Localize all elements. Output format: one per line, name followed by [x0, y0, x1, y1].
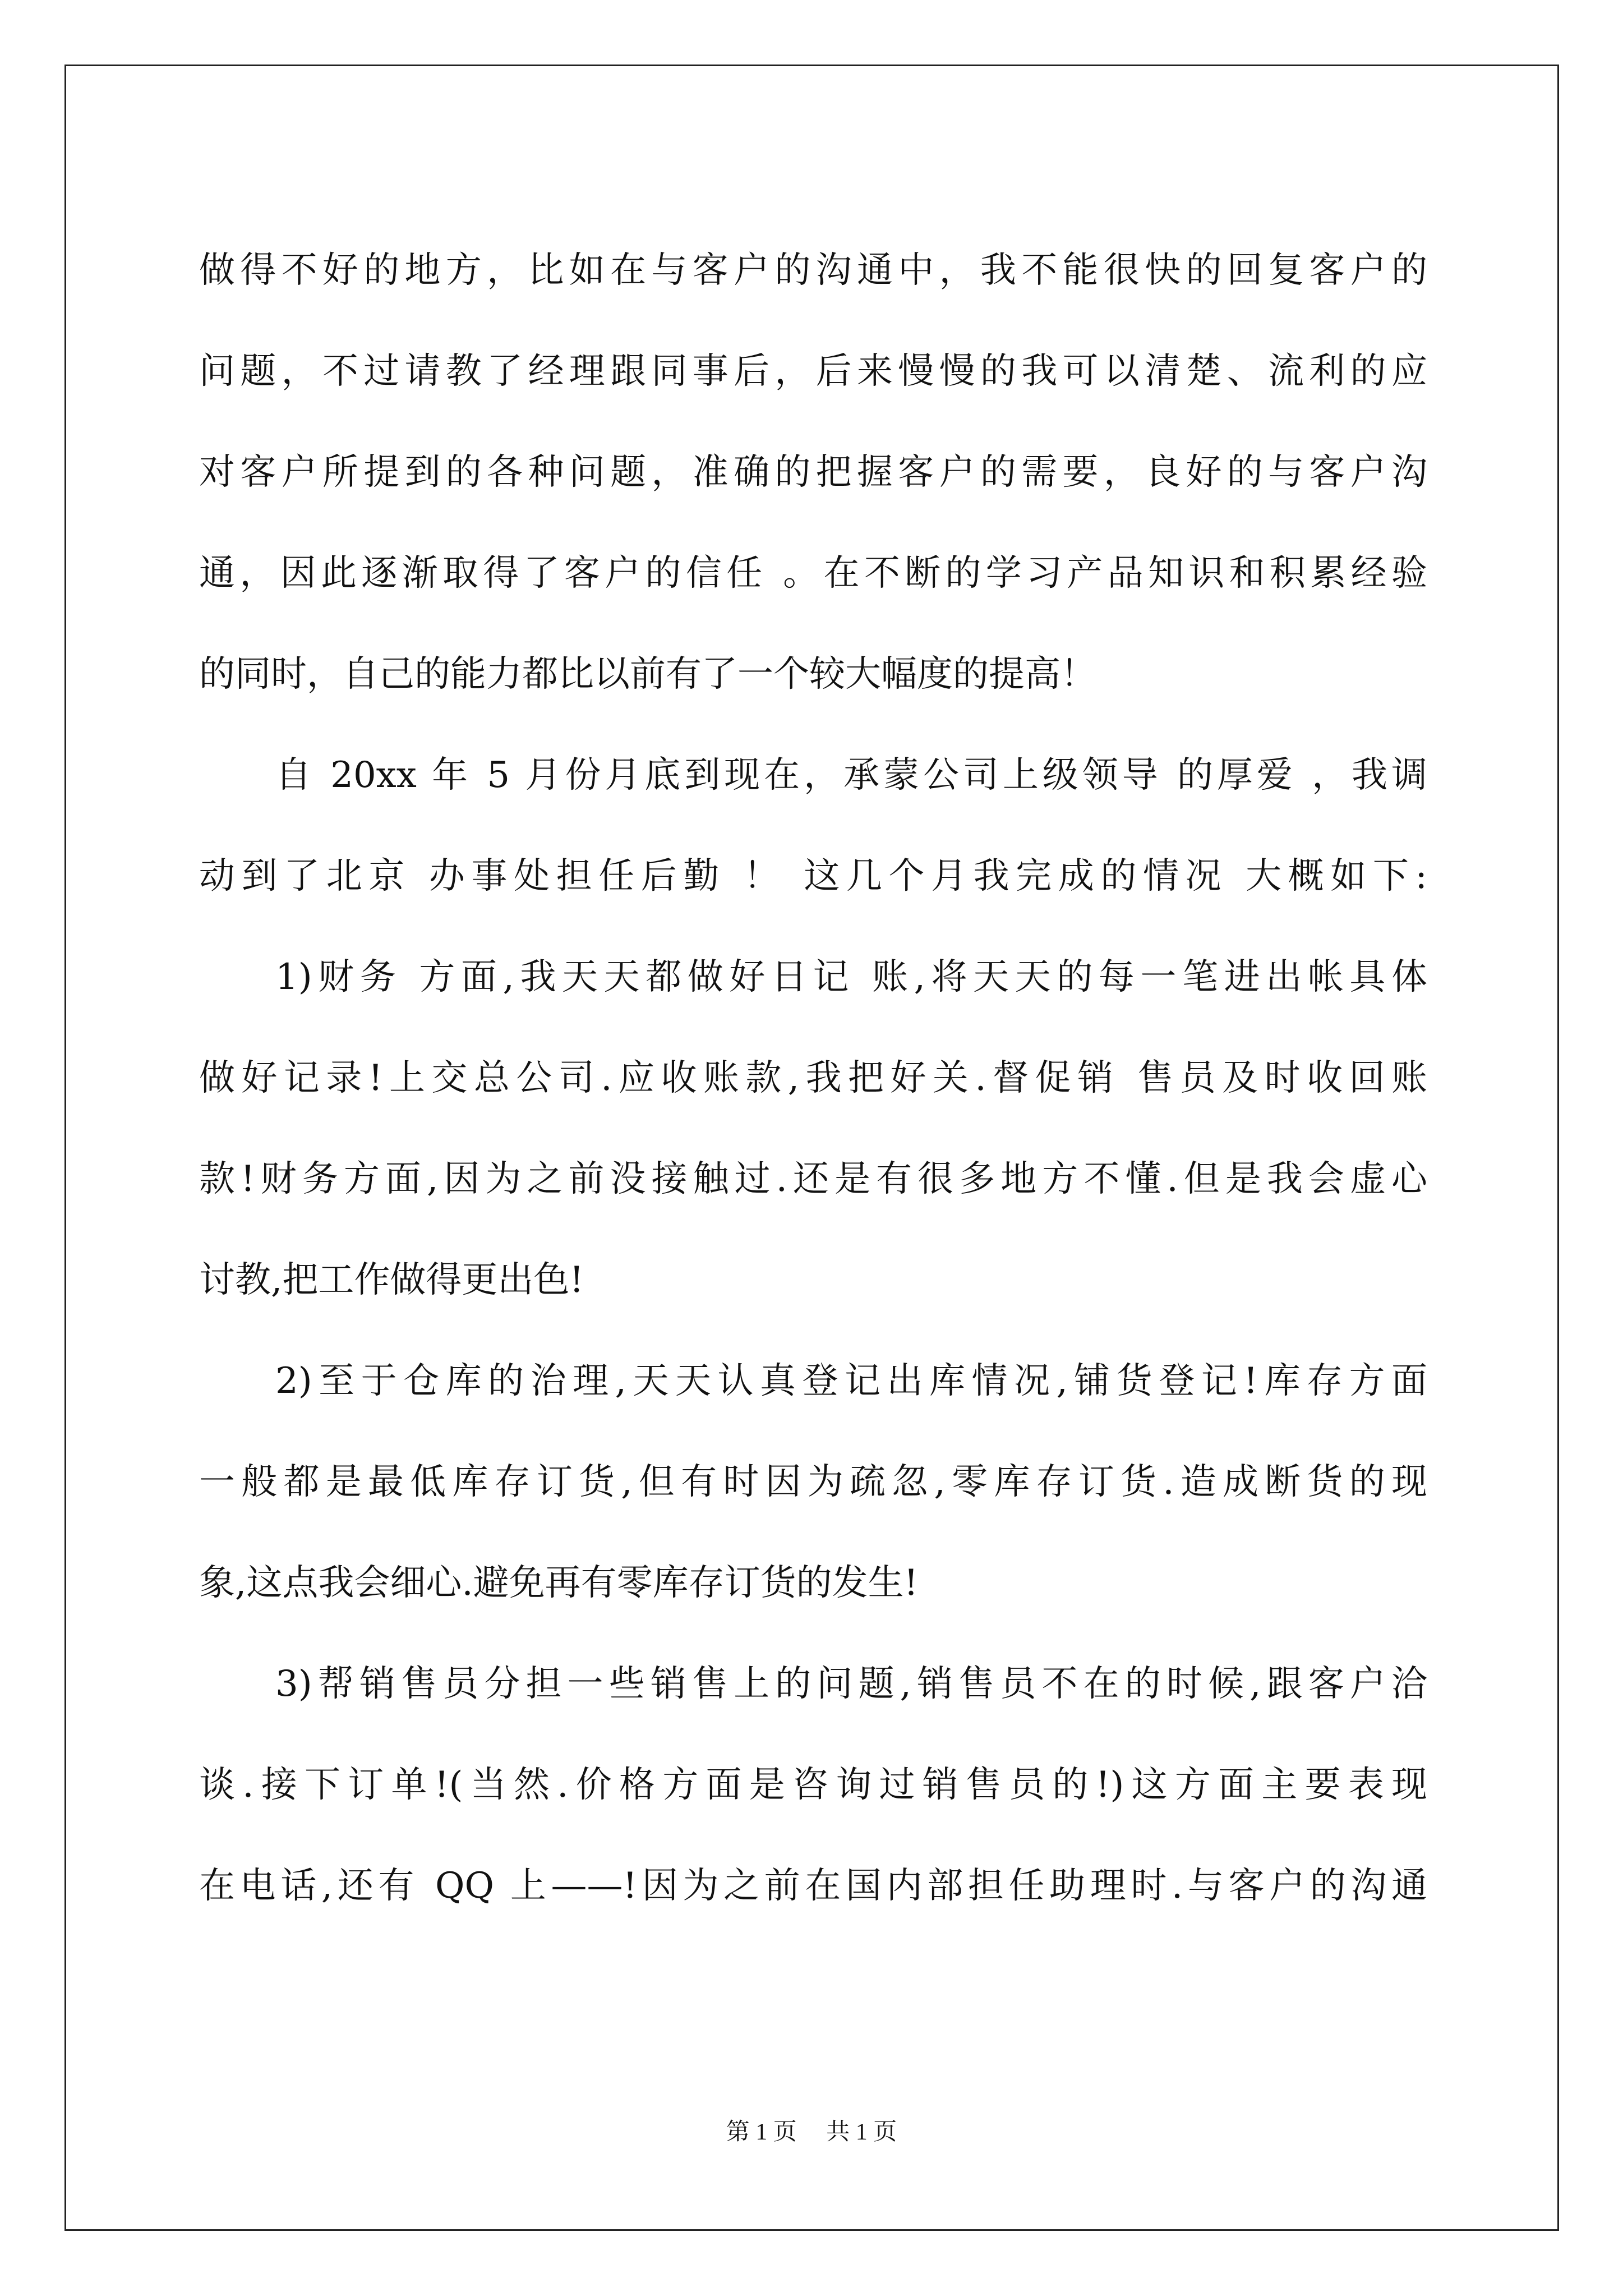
text-line: 问题，不过请教了经理跟同事后，后来慢慢的我可以清楚、流利的应 [199, 351, 1427, 392]
text-line: 谈.接下订单!(当然.价格方面是咨询过销售员的!)这方面主要表现 [199, 1764, 1427, 1806]
paragraph-5 [199, 1634, 1427, 1936]
text-line: 在电话,还有 QQ 上——!因为之前在国内部担任助理时.与客户的沟通 [199, 1865, 1427, 1907]
paragraph-4 [199, 1331, 1427, 1634]
text-line-last: 讨教,把工作做得更出色! [199, 1259, 584, 1301]
text-line: 对客户所提到的各种问题，准确的把握客户的需要，良好的与客户沟 [199, 452, 1427, 493]
page-number-label: 第 1 页 共 1 页 [726, 2119, 897, 2145]
document-body [199, 220, 1427, 1936]
text-line: 1)财务 方面,我天天都做好日记 账,将天天的每一笔进出帐具体 [275, 956, 1427, 998]
text-line: 做得不好的地方，比如在与客户的沟通中，我不能很快的回复客户的 [199, 250, 1427, 291]
paragraph-3 [199, 927, 1427, 1331]
text-line: 做好记录!上交总公司.应收账款,我把好关.督促销 售员及时收回账 [199, 1057, 1427, 1099]
text-line: 一般都是最低库存订货,但有时因为疏忽,零库存订货.造成断货的现 [199, 1461, 1427, 1503]
text-line-last: 动到了北京 办事处担任后勤 ！ 这几个月我完成的情况 大概如下: [199, 855, 1427, 897]
text-line: 自 20xx 年 5 月份月底到现在，承蒙公司上级领导 的厚爱 ，我调 [275, 754, 1427, 796]
page-footer [0, 2118, 1623, 2146]
text-line-last: 象,这点我会细心.避免再有零库存订货的发生! [199, 1562, 919, 1604]
text-line: 2)至于仓库的治理,天天认真登记出库情况,铺货登记!库存方面 [275, 1360, 1427, 1402]
paragraph-2 [199, 725, 1427, 927]
text-line: 3)帮销售员分担一些销售上的问题,销售员不在的时候,跟客户洽 [275, 1663, 1427, 1705]
text-line: 款!财务方面,因为之前没接触过.还是有很多地方不懂.但是我会虚心 [199, 1158, 1427, 1200]
text-line-last: 的同时，自己的能力都比以前有了一个较大幅度的提高！ [199, 654, 1096, 695]
paragraph-1 [199, 220, 1427, 725]
text-line: 通，因此逐渐取得了客户的信任 。在不断的学习产品知识和积累经验 [199, 553, 1427, 594]
